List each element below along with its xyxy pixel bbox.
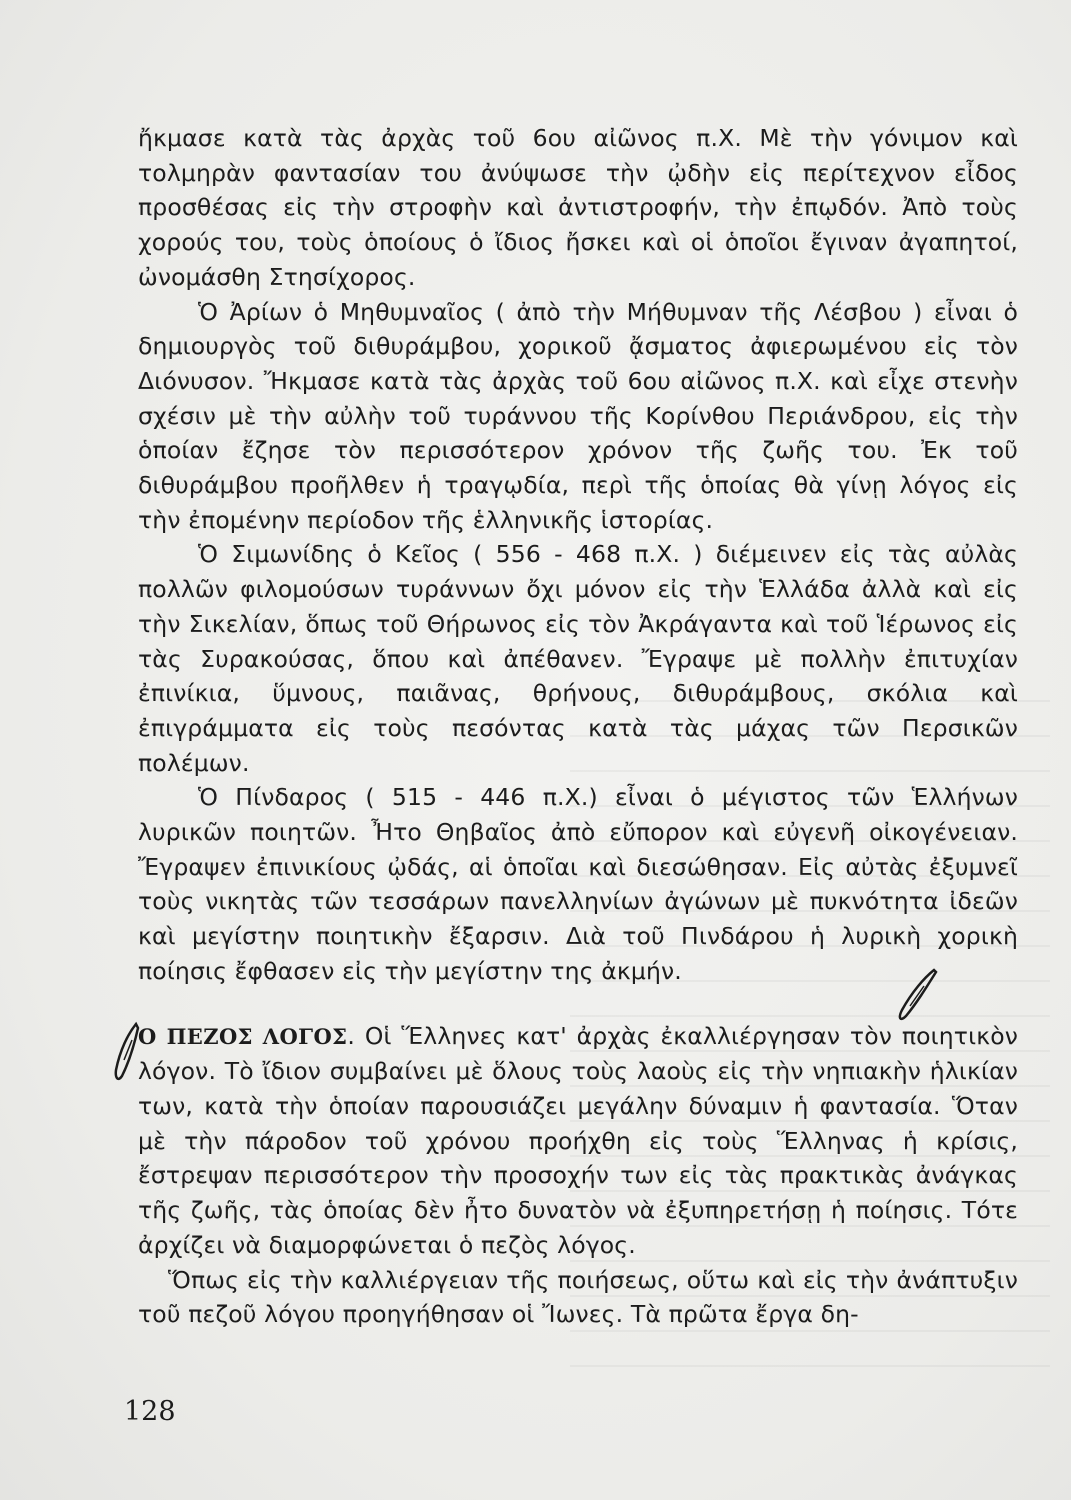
paragraph-simonides: Ὁ Σιμωνίδης ὁ Κεῖος ( 556 - 468 π.Χ. ) διέμεινεν εἰς τὰς αὐλὰς πολλῶν φιλομούσων τυράννων ὄχι μόνον εἰς τὴν Ἑλλάδα ἀλλὰ καὶ εἰς τὴν Σικελίαν, ὅπως τοῦ Θήρωνος εἰς τὸν Ἀκράγαντα καὶ τοῦ Ἱέρωνος εἰς τὰς Συρακούσας, ὅπου καὶ ἀπέθανεν. Ἔγραψε μὲ πολλὴν ἐπιτυχίαν ἐπινίκια, ὕμνους, παιᾶνας, θρήνους, διθυράμβους, σκόλια καὶ ἐπιγράμματα εἰς τοὺς πεσόντας κατὰ τὰς μάχας τῶν Περσικῶν πολέμων. bbox=[138, 540, 1018, 777]
paragraph-prose-text: . Οἱ Ἕλληνες κατ' ἀρχὰς ἐκαλλιέργησαν τὸν ποιητικὸν λόγον. Τὸ ἴδιον συμβαίνει μὲ ὅλους τοὺς λαοὺς εἰς τὴν νηπιακὴν ἡλικίαν των, κατὰ τὴν ὁποίαν παρουσιάζει μεγάλην δύναμιν ἡ φαντασία. Ὅταν μὲ τὴν πάροδον τοῦ χρόνου προήχθη εἰς τοὺς Ἕλληνας ἡ κρίσις, ἔστρεψαν περισσότερον τὴν προσοχήν των εἰς τὰς πρακτικὰς ἀνάγκας τῆς ζωῆς, τὰς ὁποίας δὲν ἦτο δυνατὸν νὰ ἐξυπηρετήσῃ ἡ ποίησις. Τότε ἀρχίζει νὰ διαμορφώνεται ὁ πεζὸς λόγος. bbox=[138, 1021, 1018, 1259]
right-margin-pen-mark-icon bbox=[890, 966, 940, 1026]
paragraph-arion: Ὁ Ἀρίων ὁ Μηθυμναῖος ( ἀπὸ τὴν Μήθυμναν τῆς Λέσβου ) εἶναι ὁ δημιουργὸς τοῦ διθυράμβου, χορικοῦ ᾄσματος ἀφιερωμένου εἰς τὸν Διόνυσον. Ἤκμασε κατὰ τὰς ἀρχὰς τοῦ 6ου αἰῶνος π.Χ. καὶ εἶχε στενὴν σχέσιν μὲ τὴν αὐλὴν τοῦ τυράννου τῆς Κορίνθου Περιάνδρου, εἰς τὴν ὁποίαν ἔζησε τὸν περισσότερον χρόνον τῆς ζωῆς του. Ἐκ τοῦ διθυράμβου προῆλθεν ἡ τραγῳδία, περὶ τῆς ὁποίας θὰ γίνῃ λόγος εἰς τὴν ἐπομένην περίοδον τῆς ἑλληνικῆς ἱστορίας. bbox=[138, 297, 1018, 534]
paragraph-stesichorus: ἤκμασε κατὰ τὰς ἀρχὰς τοῦ 6ου αἰῶνος π.Χ. Μὲ τὴν γόνιμον καὶ τολμηρὰν φαντασίαν του ἀνύψωσε τὴν ᾠδὴν εἰς περίτεχνον εἶδος προσθέσας εἰς τὴν στροφὴν καὶ ἀντιστροφήν, τὴν ἐπῳδόν. Ἀπὸ τοὺς χορούς του, τοὺς ὁποίους ὁ ἴδιος ἤσκει καὶ οἱ ὁποῖοι ἔγιναν ἀγαπητοί, ὠνομάσθη Στησίχορος. bbox=[138, 124, 1018, 291]
section-heading: Ο ΠΕΖΟΣ ΛΟΓΟΣ bbox=[138, 1023, 348, 1049]
left-margin-pen-mark-icon bbox=[106, 1020, 146, 1090]
paragraph-prose bbox=[138, 1019, 1018, 1263]
paragraph-ionians: Ὅπως εἰς τὴν καλλιέργειαν τῆς ποιήσεως, οὕτω καὶ εἰς τὴν ἀνάπτυξιν τοῦ πεζοῦ λόγου προηγήθησαν οἱ Ἴωνες. Τὰ πρῶτα ἔργα δη- bbox=[138, 1265, 1018, 1329]
section-gap bbox=[138, 989, 1018, 1019]
paragraph-pindar: Ὁ Πίνδαρος ( 515 - 446 π.Χ.) εἶναι ὁ μέγιστος τῶν Ἑλλήνων λυρικῶν ποιητῶν. Ἦτο Θηβαῖος ἀπὸ εὔπορον καὶ εὐγενῆ οἰκογένειαν. Ἔγραψεν ἐπινικίους ᾠδάς, αἱ ὁποῖαι καὶ διεσώθησαν. Εἰς αὐτὰς ἐξυμνεῖ τοὺς νικητὰς τῶν τεσσάρων πανελληνίων ἀγώνων μὲ πυκνότητα ἰδεῶν καὶ μεγίστην ποιητικὴν ἔξαρσιν. Διὰ τοῦ Πινδάρου ἡ λυρικὴ χορικὴ ποίησις ἔφθασεν εἰς τὴν μεγίστην της ἀκμήν. bbox=[138, 783, 1018, 985]
page-number: 128 bbox=[124, 1396, 176, 1427]
body-text bbox=[138, 121, 1018, 1332]
